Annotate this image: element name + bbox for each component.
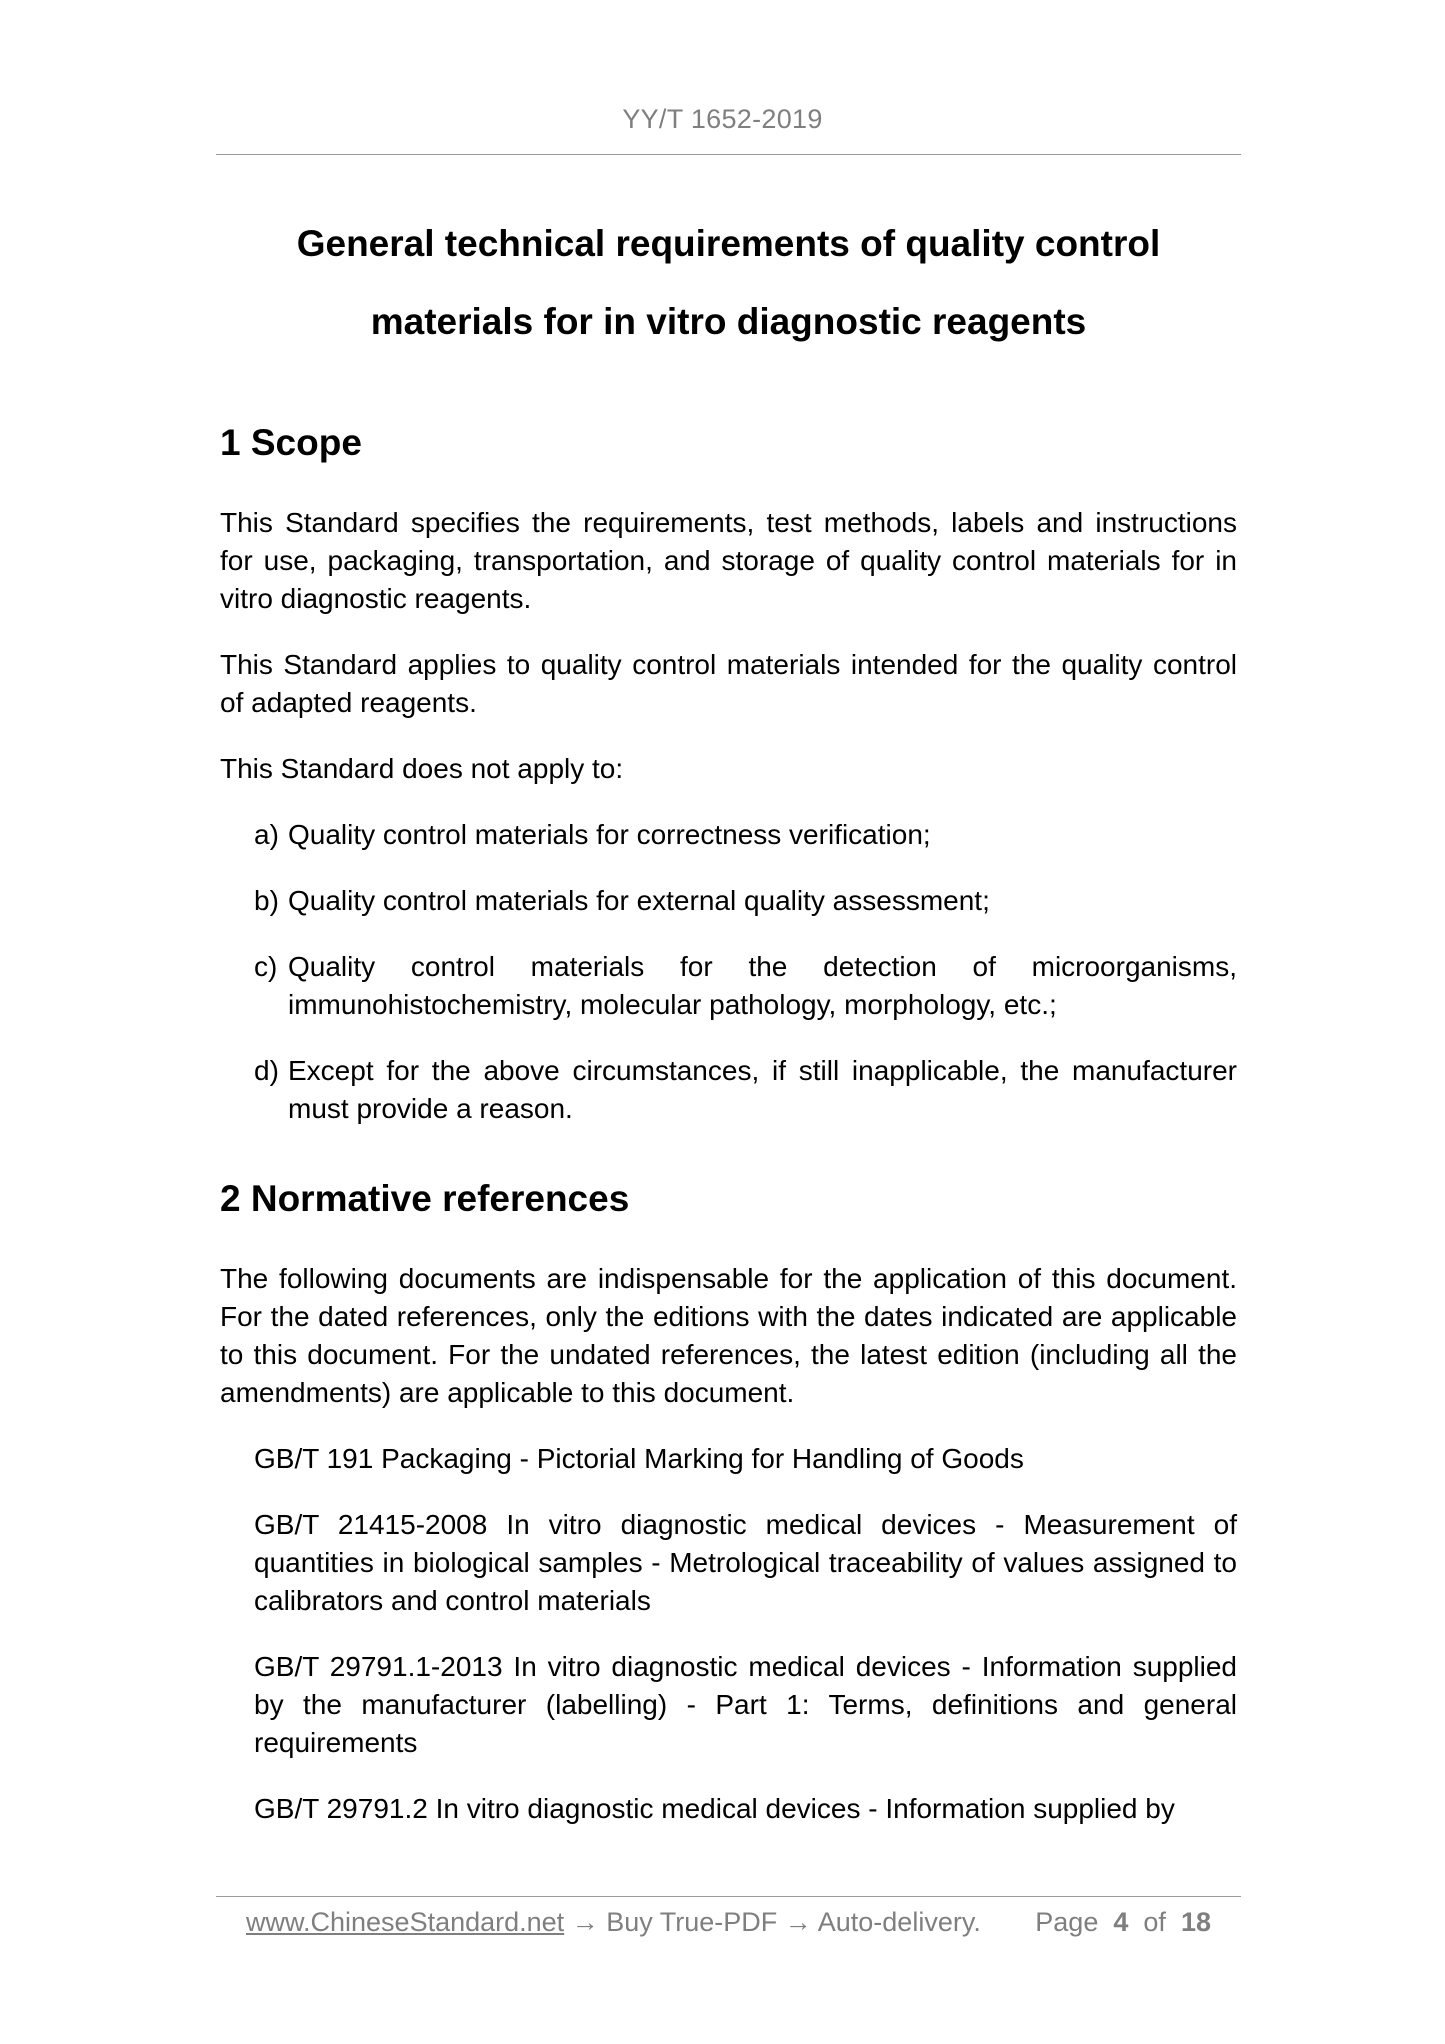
list-item-text: Quality control materials for the detection of microorganisms, immunohistochemistry, molecular pathology, morphology, etc.; — [288, 951, 1237, 1020]
scope-paragraph-2: This Standard applies to quality control materials intended for the quality control of adapted reagents. — [220, 649, 1237, 718]
list-item-text: Except for the above circumstances, if still inapplicable, the manufacturer must provide a reason. — [288, 1055, 1237, 1124]
list-item — [254, 816, 1237, 854]
footer-tagline: → Buy True-PDF → Auto-delivery. — [571, 1907, 981, 1937]
scope-paragraph-1: This Standard specifies the requirements, test methods, labels and instructions for use, packaging, transportation, and storage of quality control materials for in vitro diagnostic reagents. — [220, 507, 1237, 614]
document-title — [216, 205, 1241, 361]
references-intro: The following documents are indispensable for the application of this document. For the dated references, only the editions with the dates indicated are applicable to this document. For the undated references, the latest edition (including all the amendments) are applicable to this document. — [220, 1263, 1237, 1408]
page-of-label: of — [1143, 1907, 1166, 1937]
title-line-2: materials for in vitro diagnostic reagents — [370, 301, 1087, 342]
header-divider — [216, 154, 1241, 155]
list-item-text: Quality control materials for external quality assessment; — [288, 885, 990, 916]
reference-item: GB/T 29791.1-2013 In vitro diagnostic medical devices - Information supplied by the manufacturer (labelling) - Part 1: Terms, definitions and general requirements — [254, 1651, 1237, 1758]
page-number: 4 — [1113, 1907, 1129, 1937]
list-item — [254, 1052, 1237, 1128]
website-link[interactable]: www.ChineseStandard.net — [246, 1907, 565, 1937]
title-line-1: General technical requirements of quality control — [296, 223, 1161, 264]
document-body — [220, 418, 1237, 1856]
footer-divider — [216, 1896, 1241, 1897]
page-label: Page — [1035, 1907, 1099, 1937]
document-code: YY/T 1652-2019 — [622, 104, 823, 134]
list-marker: a) — [254, 819, 279, 850]
reference-item: GB/T 21415-2008 In vitro diagnostic medical devices - Measurement of quantities in biological samples - Metrological traceability of values assigned to calibrators and control materials — [254, 1509, 1237, 1616]
list-item — [254, 882, 1237, 920]
total-pages: 18 — [1180, 1907, 1211, 1937]
reference-item: GB/T 29791.2 In vitro diagnostic medical devices - Information supplied by — [254, 1793, 1175, 1824]
page-footer — [246, 1902, 1211, 1942]
list-marker: b) — [254, 885, 279, 916]
list-marker: c) — [254, 951, 278, 982]
list-item — [254, 948, 1237, 1024]
section-heading-scope: 1 Scope — [220, 422, 362, 463]
page-indicator — [1035, 1902, 1211, 1942]
reference-item: GB/T 191 Packaging - Pictorial Marking for Handling of Goods — [254, 1443, 1024, 1474]
footer-left — [246, 1902, 981, 1942]
section-heading-normative-references: 2 Normative references — [220, 1178, 630, 1219]
list-marker: d) — [254, 1055, 279, 1086]
scope-paragraph-3: This Standard does not apply to: — [220, 753, 624, 784]
list-item-text: Quality control materials for correctness verification; — [288, 819, 931, 850]
